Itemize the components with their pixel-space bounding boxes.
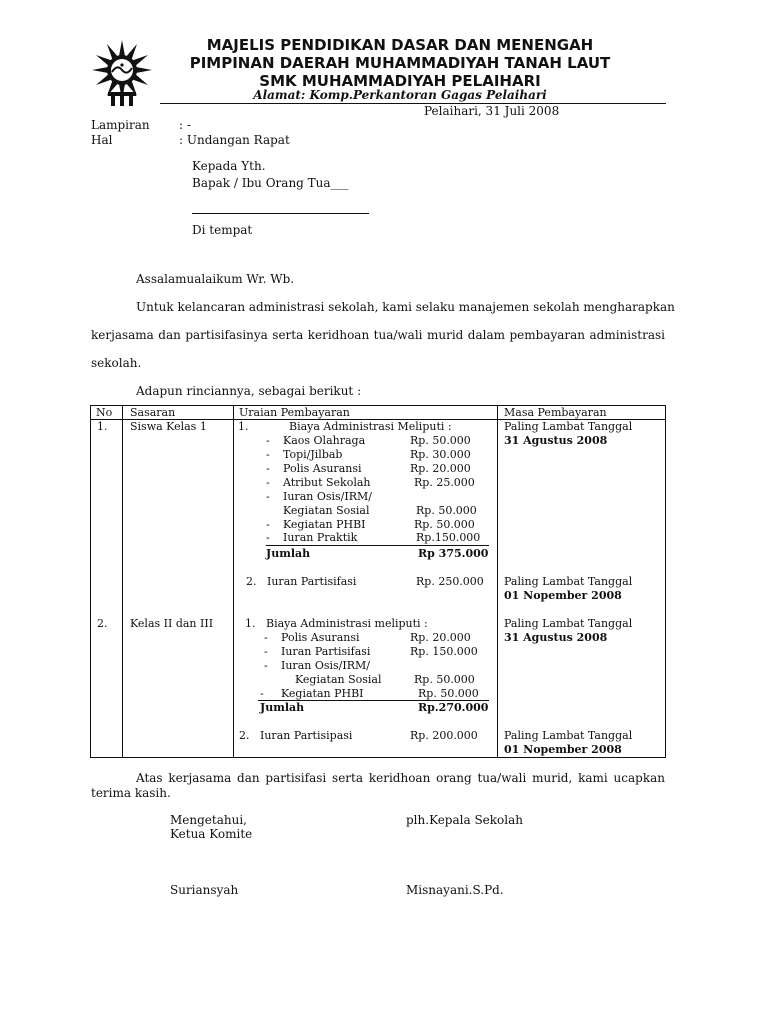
row1-line-dash: - [266,476,270,489]
row1-item2-no: 2. [246,575,257,588]
paragraph-2: Adapun rinciannya, sebagai berikut : [136,384,362,398]
row1-item2-label: Iuran Partisifasi [267,575,357,588]
signature-left-title-2: Ketua Komite [170,827,253,841]
row2-jumlah-label: Jumlah [260,701,305,714]
hal-label: Hal [91,133,113,147]
recipient-blank-line [192,213,369,214]
recipient-line-3: Di tempat [192,223,253,237]
row1-line-amount: Rp. 50.000 [416,504,477,517]
row2-item1-title: Biaya Administrasi meliputi : [266,617,428,630]
greeting: Assalamualaikum Wr. Wb. [136,272,295,286]
letterhead-address: Alamat: Komp.Perkantoran Gagas Pelaihari [253,88,547,102]
table-header-uraian: Uraian Pembayaran [239,406,350,419]
row2-sasaran: Kelas II dan III [130,617,214,630]
paragraph-1-line-1: Untuk kelancaran administrasi sekolah, kami selaku manajemen sekolah mengharapkan [136,300,675,314]
row1-line-dash: - [266,462,270,475]
letterhead-line-3: SMK MUHAMMADIYAH PELAIHARI [259,72,541,90]
row2-line-label: Kegiatan Sosial [295,673,382,686]
row1-jumlah-label: Jumlah [266,547,311,560]
row1-line-label: Kegiatan PHBI [283,518,366,531]
letter-date: Pelaihari, 31 Juli 2008 [424,104,560,118]
signature-right-title: plh.Kepala Sekolah [406,813,523,827]
row2-item2-label: Iuran Partisipasi [260,729,353,742]
row1-masa1-date: 31 Agustus 2008 [504,434,608,447]
row1-line-label: Topi/Jilbab [283,448,343,461]
row1-line-label: Polis Asuransi [283,462,362,475]
row2-masa2-date: 01 Nopember 2008 [504,743,622,756]
row1-masa2-label: Paling Lambat Tanggal [504,575,633,588]
row2-item2-amount: Rp. 200.000 [410,729,478,742]
row1-jumlah-value: Rp 375.000 [418,547,489,560]
row1-no: 1. [97,420,108,433]
row2-item1-no: 1. [245,617,256,630]
row1-item2-amount: Rp. 250.000 [416,575,484,588]
row1-line-dash: - [266,518,270,531]
letterhead-line-2: PIMPINAN DAERAH MUHAMMADIYAH TANAH LAUT [189,54,611,72]
lampiran-label: Lampiran [91,118,150,132]
row1-item1-title: Biaya Administrasi Meliputi : [289,420,452,433]
row2-jumlah-value: Rp.270.000 [418,701,489,714]
row2-line-dash: - [264,631,268,644]
row1-line-dash: - [266,448,270,461]
signature-left-name: Suriansyah [170,883,239,897]
letterhead-divider [160,103,666,104]
closing-line-1: Atas kerjasama dan partisifasi serta keridhoan orang tua/wali murid, kami ucapkan [136,771,665,785]
hal-value: : Undangan Rapat [179,133,290,147]
table-header-no: No [96,406,113,419]
row2-no: 2. [97,617,108,630]
row1-item1-no: 1. [238,420,249,433]
row2-line-amount: Rp. 50.000 [418,687,479,700]
letterhead-line-1: MAJELIS PENDIDIKAN DASAR DAN MENENGAH [206,36,594,54]
row2-line-amount: Rp. 150.000 [410,645,478,658]
table-header-masa: Masa Pembayaran [504,406,607,419]
row1-line-amount: Rp. 25.000 [414,476,475,489]
signature-right-name: Misnayani.S.Pd. [406,883,504,897]
row2-line-label: Kegiatan PHBI [281,687,364,700]
paragraph-1-line-3: sekolah. [91,356,142,370]
row1-line-amount: Rp. 20.000 [410,462,471,475]
row2-line-dash: - [260,687,264,700]
row2-item2-no: 2. [239,729,250,742]
row1-line-amount: Rp. 50.000 [410,434,471,447]
row2-line-amount: Rp. 20.000 [410,631,471,644]
row1-line-label: Kegiatan Sosial [283,504,370,517]
row2-line-label: Iuran Osis/IRM/ [281,659,370,672]
row1-line-dash: - [266,531,270,544]
row1-line-dash: - [266,490,270,503]
paragraph-1-line-2: kerjasama dan partisifasinya serta keridhoan tua/wali murid dalam pembayaran administrasi [91,328,665,342]
row1-masa1-label: Paling Lambat Tanggal [504,420,633,433]
row1-line-amount: Rp.150.000 [416,531,481,544]
row1-line-label: Atribut Sekolah [283,476,371,489]
row1-line-label: Kaos Olahraga [283,434,366,447]
signature-left-title-1: Mengetahui, [170,813,247,827]
row1-sasaran: Siswa Kelas 1 [130,420,207,433]
row1-line-label: Iuran Praktik [283,531,358,544]
recipient-line-2: Bapak / Ibu Orang Tua___ [192,176,349,190]
row2-masa1-date: 31 Agustus 2008 [504,631,608,644]
row1-line-amount: Rp. 50.000 [414,518,475,531]
row2-line-label: Polis Asuransi [281,631,360,644]
row1-line-amount: Rp. 30.000 [410,448,471,461]
row1-line-dash: - [266,434,270,447]
row2-line-label: Iuran Partisifasi [281,645,371,658]
row1-subtotal-rule [266,545,489,546]
closing-line-2: terima kasih. [91,786,171,800]
row2-line-dash: - [264,659,268,672]
row2-line-dash: - [264,645,268,658]
row2-masa1-label: Paling Lambat Tanggal [504,617,633,630]
lampiran-value: : - [179,118,191,132]
row2-masa2-label: Paling Lambat Tanggal [504,729,633,742]
row1-masa2-date: 01 Nopember 2008 [504,589,622,602]
table-header-sasaran: Sasaran [130,406,176,419]
row2-line-amount: Rp. 50.000 [414,673,475,686]
row1-line-label: Iuran Osis/IRM/ [283,490,372,503]
recipient-line-1: Kepada Yth. [192,159,266,173]
